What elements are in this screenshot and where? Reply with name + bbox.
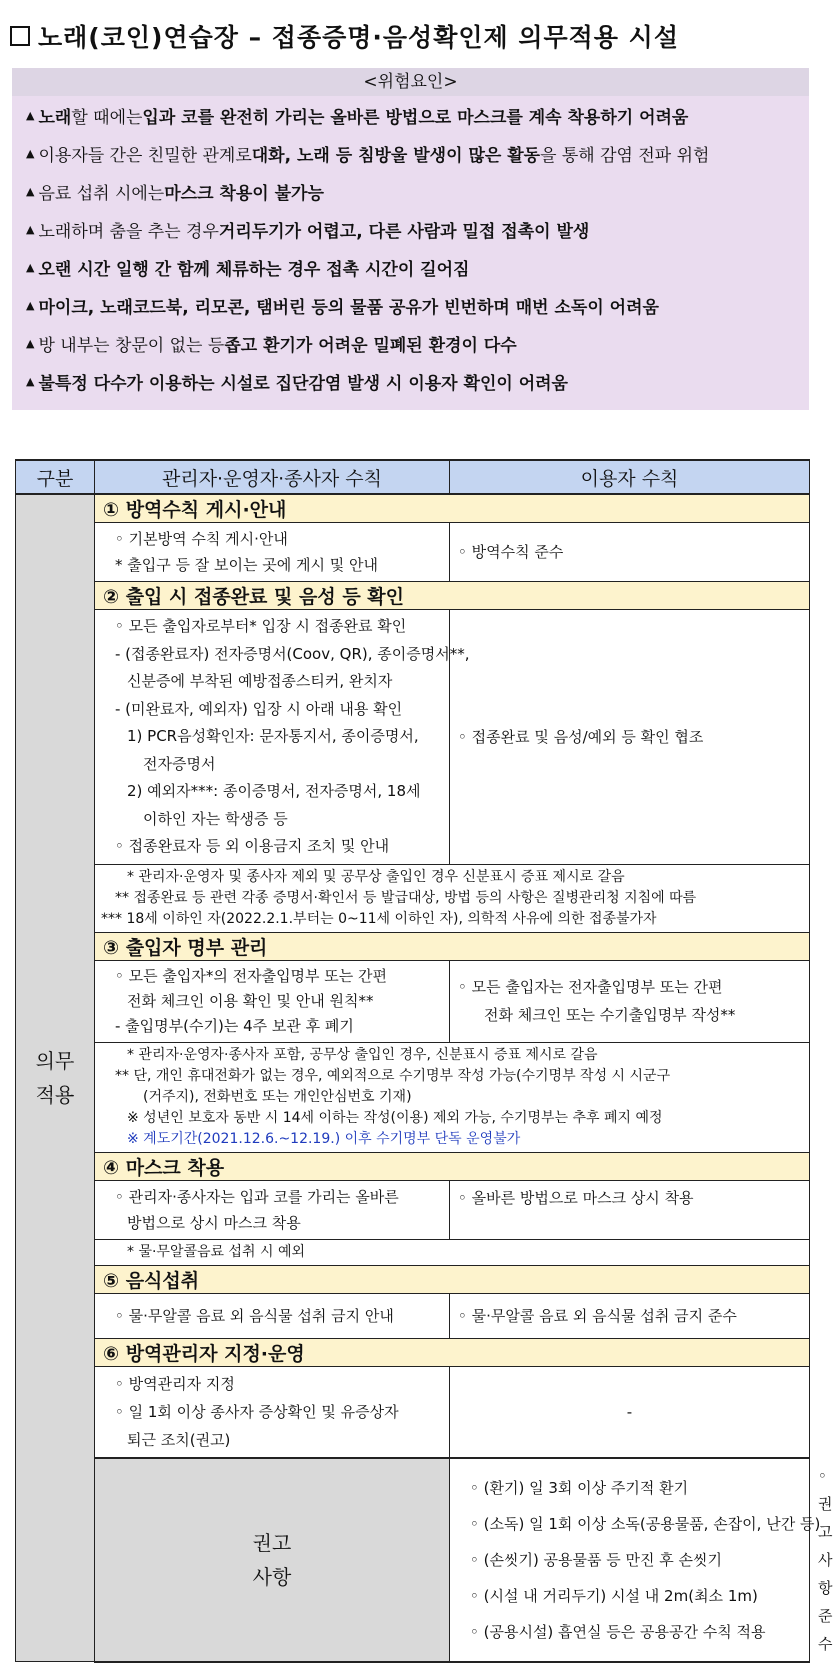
risk-item-emphasis: 마이크, 노래코드북, 리모콘, 탬버린 등의 물품 공유가 빈번하며 매번 소독이 어려움 [38,297,659,318]
risk-item-emphasis: 좁고 환기가 어려운 밀폐된 환경이 다수 [224,335,517,356]
risk-item-emphasis: 대화, 노래 등 침방울 발생이 많은 활동 [251,145,541,166]
checkbox-square-icon [10,26,30,46]
s4-user-cell: ◦ 올바른 방법으로 마스크 상시 착용 [450,1180,810,1239]
s3-user-cell: ◦ 모든 출입자는 전자출입명부 또는 간편 전화 체크인 또는 수기출입명부 작성** [450,960,810,1042]
header-manager-rules: 관리자·운영자·종사자 수칙 [95,460,450,494]
risk-item-text: 이용자들 간은 친밀한 관계로 [38,145,252,166]
risk-item [12,172,809,210]
page-title [10,18,679,54]
triangle-bullet-icon: ▲ [26,146,35,160]
section-title-6: ⑥ 방역관리자 지정·운영 [95,1338,810,1366]
header-category: 구분 [16,460,95,494]
risk-item-emphasis: 오랜 시간 일행 간 함께 체류하는 경우 접촉 시간이 길어짐 [38,259,470,280]
s2-notes: * 관리자·운영자 및 종사자 제외 및 공무상 출입인 경우 신분표시 증표 제시로 갈음 ** 접종완료 등 관련 각종 증명서·확인서 등 발급대상, 방법 등의 사항은 질병관리청 지침에 따름 *** 18세 이하인 자(2022.2.1.부터는 0~11세 이하인 자), 의학적 사유에 의한 접종불가자 [95,864,810,932]
risk-list [12,96,809,400]
section-title-2: ② 출입 시 접종완료 및 음성 등 확인 [95,582,810,610]
s3-manager-cell: ◦ 모든 출입자*의 전자출입명부 또는 간편 전화 체크인 이용 확인 및 안내 원칙** - 출입명부(수기)는 4주 보관 후 폐기 [95,960,450,1042]
risk-item [12,362,809,400]
section-title-4: ④ 마스크 착용 [95,1152,810,1180]
risk-item-text: 방 내부는 창문이 없는 등 [38,335,225,356]
s2-manager-cell: ◦ 모든 출입자로부터* 입장 시 접종완료 확인 - (접종완료자) 전자증명서(Coov, QR), 종이증명서**, 신분증에 부착된 예방접종스티커, 완치자 - (미완료자, 예외자) 입장 시 아래 내용 확인 1) PCR음성확인자: 문자통지서, 종이증명서, 전자증명서 2) 예외자***: 종이증명서, 전자증명서, 18세 이하인 자는 학생증 등 ◦ 접종완료자 등 외 이용금지 조치 및 안내 [95,610,450,865]
s3-notes: * 관리자·운영자·종사자 포함, 공무상 출입인 경우, 신분표시 증표 제시로 갈음 ** 단, 개인 휴대전화가 없는 경우, 예외적으로 수기명부 작성 가능(수기명부 작성 시 시군구 (거주지), 전화번호 또는 개인안심번호 기재) ※ 성년인 보호자 동반 시 14세 이하는 작성(이용) 제외 가능, 수기명부는 추후 폐지 예정 ※ 계도기간(2021.12.6.~12.19.) 이후 수기명부 단독 운영불가 [95,1042,810,1152]
risk-item [12,324,809,362]
s2-user-cell: ◦ 접종완료 및 음성/예외 등 확인 협조 [450,610,810,865]
advice-manager-cell: ◦ (환기) 일 3회 이상 주기적 환기 ◦ (소독) 일 1회 이상 소독(공용물품, 손잡이, 난간 등) ◦ (손씻기) 공용물품 등 만진 후 손씻기 ◦ (시설 내 거리두기) 시설 내 2m(최소 1m) ◦ (공용시설) 흡연실 등은 공용공간 수칙 적용 [450,1458,810,1662]
triangle-bullet-icon: ▲ [26,108,35,122]
risk-item [12,96,809,134]
section-title-1: ① 방역수칙 게시·안내 [95,494,810,523]
risk-item [12,210,809,248]
risk-item-text: 음료 섭취 시에는 [38,183,165,204]
section-title-3: ③ 출입자 명부 관리 [95,932,810,960]
triangle-bullet-icon: ▲ [26,374,35,388]
risk-item-emphasis: 마스크 착용이 불가능 [164,183,324,204]
triangle-bullet-icon: ▲ [26,260,35,274]
triangle-bullet-icon: ▲ [26,184,35,198]
s4-manager-cell: ◦ 관리자·종사자는 입과 코를 가리는 올바른 방법으로 상시 마스크 착용 [95,1180,450,1239]
risk-item [12,286,809,324]
s4-note: * 물·무알콜음료 섭취 시 예외 [95,1239,810,1265]
header-user-rules: 이용자 수칙 [450,460,810,494]
s1-manager-cell: ◦ 기본방역 수칙 게시·안내 * 출입구 등 잘 보이는 곳에 게시 및 안내 [95,523,450,582]
s5-manager-cell: ◦ 물·무알콜 음료 외 음식물 섭취 금지 안내 [95,1293,450,1338]
risk-item-emphasis: 입과 코를 완전히 가리는 올바른 방법으로 마스크를 계속 착용하기 어려움 [142,107,689,128]
triangle-bullet-icon: ▲ [26,298,35,312]
category-mandatory: 의무 적용 [16,494,95,1662]
risk-item [12,248,809,286]
s1-user-cell: ◦ 방역수칙 준수 [450,523,810,582]
s6-user-cell: - [450,1366,810,1458]
risk-item-emphasis: 노래 [38,107,72,128]
risk-item-text: 을 통해 감염 전파 위험 [540,145,710,166]
triangle-bullet-icon: ▲ [26,222,35,236]
s6-manager-cell: ◦ 방역관리자 지정 ◦ 일 1회 이상 종사자 증상확인 및 유증상자 퇴근 조치(권고) [95,1366,450,1458]
risk-item-text: 노래하며 춤을 추는 경우 [38,221,219,242]
category-advice: 권고 사항 [95,1458,450,1662]
page-title-text: 노래(코인)연습장 – 접종증명·음성확인제 의무적용 시설 [38,23,679,52]
section-title-5: ⑤ 음식섭취 [95,1265,810,1293]
risk-item-emphasis: 거리두기가 어렵고, 다른 사람과 밀접 접촉이 발생 [218,221,590,242]
s5-user-cell: ◦ 물·무알콜 음료 외 음식물 섭취 금지 준수 [450,1293,810,1338]
rules-table: 구분 관리자·운영자·종사자 수칙 이용자 수칙 의무 적용 ① 방역수칙 게시·안내 ◦ 기본방역 수칙 게시·안내 * 출입구 등 잘 보이는 곳에 게시 및 안내 ◦ 방역수칙 준수 ② 출입 시 접종완료 및 음성 등 확인 ◦ 모든 출입자로부터* 입장 시 접종완료 확인 - (접종완료자) 전자증명서(Coov, QR), 종이증명서**, 신분증에 부착된 예방접종스티커, 완치자 - (미완료자, 예외자) 입장 시 아래 내용 확인 1) PCR음성확인자: 문자통지서, 종이증명서, 전자증명서 2) 예외자***: 종이증명서, 전자증명서, 18세 이하인 자는 학생증 등 ◦ 접종완료자 등 외 이용금지 조치 및 안내 ◦ 접종완료 및 음성/예외 등 확인 협조 * 관리자·운영자 및 종사자 제외 및 공무상 출입인 경우 신분표시 증표 제시로 갈음 ** 접종완료 등 관련 각종 증명서·확인서 등 발급대상, 방법 등의 사항은 질병관리청 지침에 따름 *** 18세 이하인 자(2022.2.1.부터는 0~11세 이하인 자), 의학적 사유에 의한 접종불가자 ③ 출입자 명부 관리 ◦ 모든 출입자*의 전자출입명부 또는 간편 전화 체크인 이용 확인 및 안내 원칙** - 출입명부(수기)는 4주 보관 후 폐기 ◦ 모든 출입자는 전자출입명부 또는 간편 전화 체크인 또는 수기출입명부 작성** * 관리자·운영자·종사자 포함, 공무상 출입인 경우, 신분표시 증표 제시로 갈음 ** 단, 개인 휴대전화가 없는 경우, 예외적으로 수기명부 작성 가능(수기명부 작성 시 시군구 (거주지), 전화번호 또는 개인안심번호 기재) ※ 성년인 보호자 동반 시 14세 이하는 작성(이용) 제외 가능, 수기명부는 추후 폐지 예정 ※ 계도기간(2021.12.6.~12.19.) 이후 수기명부 단독 운영불가 ④ 마스크 착용 ◦ 관리자·종사자는 입과 코를 가리는 올바른 방법으로 상시 마스크 착용 ◦ 올바른 방법으로 마스크 상시 착용 * 물·무알콜음료 섭취 시 예외 ⑤ 음식섭취 ◦ 물·무알콜 음료 외 음식물 섭취 금지 안내 ◦ 물·무알콜 음료 외 음식물 섭취 금지 준수 ⑥ 방역관리자 지정·운영 ◦ 방역관리자 지정 ◦ 일 1회 이상 종사자 증상확인 및 유증상자 퇴근 조치(권고) - 권고 사항 ◦ (환기) 일 3회 이상 주기적 환기 ◦ (소독) 일 1회 이상 소독(공용물품, 손잡이, 난간 등) ◦ (손씻기) 공용물품 등 만진 후 손씻기 ◦ (시설 내 거리두기) 시설 내 2m(최소 1m) ◦ (공용시설) 흡연실 등은 공용공간 수칙 적용 ◦ 권고사항 준수 [15,459,810,1663]
risk-header: <위험요인> [12,68,809,96]
triangle-bullet-icon: ▲ [26,336,35,350]
table-header-row [16,460,810,494]
risk-item-text: 할 때에는 [71,107,143,128]
risk-item [12,134,809,172]
risk-item-emphasis: 불특정 다수가 이용하는 시설로 집단감염 발생 시 이용자 확인이 어려움 [38,373,568,394]
risk-factors-box [12,68,809,410]
